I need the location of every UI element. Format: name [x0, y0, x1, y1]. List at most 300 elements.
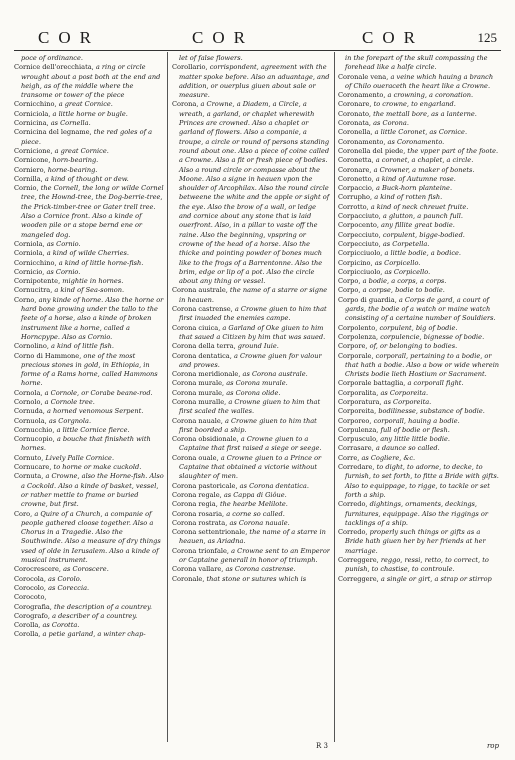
entry-headword: Corporeo,	[338, 416, 372, 425]
dictionary-entry	[338, 556, 500, 575]
entry-definition: as Coroscere.	[63, 565, 109, 574]
dictionary-entry	[338, 231, 500, 240]
entry-definition: as Corpicello.	[384, 267, 431, 276]
entry-headword: Corrupho,	[338, 193, 373, 202]
entry-definition: a little bodie, a bodice.	[384, 249, 462, 258]
dictionary-entry	[172, 100, 330, 286]
dictionary-entry	[172, 389, 330, 398]
entry-definition: as Cornio.	[46, 239, 81, 248]
dictionary-entry	[338, 417, 500, 426]
entry-headword: Coronella,	[338, 128, 373, 137]
dictionary-entry	[338, 54, 500, 73]
entry-definition: any kinde of horne. Also the horne or hard bone growing under the tallo to the feete of a horse, also a kinde of broken instrument like a horne, called a Horncpype. Also as Cornio.	[21, 295, 164, 341]
entry-headword: Corno,	[14, 295, 37, 304]
entry-definition: a great Cornice.	[58, 100, 113, 109]
entry-definition: as Corporeita.	[383, 397, 432, 406]
entry-headword: Corona rosaria,	[172, 509, 225, 518]
dictionary-entry	[14, 621, 164, 630]
entry-headword: Corre,	[338, 453, 360, 462]
dictionary-entry	[14, 110, 164, 119]
dictionary-entry	[338, 184, 500, 193]
dictionary-entry	[14, 342, 164, 351]
entry-definition: a daunce so called.	[375, 444, 440, 453]
entry-headword: Corona,	[172, 100, 199, 109]
entry-definition: the Cornell, the long or wilde Cornel tree, the Hownd-tree, the Dog-berrie-tree, the Prick-timber-tree or Gater trell tree. Also a Cornice front. Also a kinde of wooden pile or a stope bernd ene or mangeled dog.	[21, 184, 164, 239]
entry-definition: the red goles of a piece.	[21, 128, 153, 146]
entry-headword: Corolla,	[14, 621, 41, 630]
entry-headword: Corocolo,	[14, 583, 46, 592]
column-2	[172, 54, 330, 744]
dictionary-entry	[14, 417, 164, 426]
dictionary-entry	[172, 547, 330, 566]
entry-headword: Coronamento,	[338, 91, 386, 100]
entry-definition: bodilinesse, substance of bodie.	[378, 407, 485, 416]
entry-headword: Cornicchino,	[14, 100, 57, 109]
entry-headword: Corona regale,	[172, 490, 222, 499]
headword-left: COR	[38, 28, 100, 47]
dictionary-entry	[338, 575, 500, 584]
entry-definition: reggo, ressi, retto, to correct, to punish, to chastise, to controule.	[345, 556, 489, 574]
dictionary-entry	[14, 407, 164, 416]
dictionary-entry	[338, 91, 500, 100]
column-3	[338, 54, 500, 744]
entry-headword: Cornilla,	[14, 174, 43, 183]
entry-headword: Cornuola,	[14, 416, 47, 425]
entry-headword: Corredo,	[338, 500, 368, 509]
entry-definition: a Crowne sent to an Emperor or Captaine generall in honor of triumph.	[179, 546, 330, 565]
dictionary-entry	[338, 296, 500, 324]
entry-headword: Corpicciuolo,	[338, 249, 383, 258]
entry-definition: a great Cornice.	[54, 146, 109, 155]
entry-headword: Corredo,	[338, 528, 368, 537]
dictionary-entry	[338, 435, 500, 444]
entry-headword: Corona pastoricale,	[172, 481, 238, 490]
dictionary-entry	[338, 407, 500, 416]
dictionary-entry	[14, 454, 164, 463]
dictionary-entry	[338, 324, 500, 333]
dictionary-entry	[14, 603, 164, 612]
dictionary-entry	[338, 212, 500, 221]
entry-definition: dightings, ornaments, deckings, furnitures, equippage. Also the riggings or tacklings of a ship.	[345, 500, 488, 527]
entry-definition: as Corpetella.	[382, 239, 430, 248]
dictionary-entry	[14, 398, 164, 407]
entry-definition: a horned venomous Serpent.	[47, 407, 144, 416]
entry-definition: a little horne or bugle.	[52, 109, 128, 118]
dictionary-entry	[14, 296, 164, 342]
entry-definition: the vpper part of the foote.	[407, 146, 499, 155]
signature-mark: R 3	[316, 742, 328, 750]
dictionary-entry	[172, 286, 330, 305]
entry-definition: a describer of a countrey.	[52, 611, 138, 620]
entry-headword: Corno di Hammone,	[14, 351, 82, 360]
column-divider	[167, 52, 168, 742]
dictionary-entry	[14, 277, 164, 286]
dictionary-entry	[172, 398, 330, 417]
entry-headword: Coronale,	[172, 574, 205, 583]
entry-definition: a Crowne giuen to a Prince or Captaine that obtained a victorie without slaughter of men.	[179, 453, 322, 481]
entry-headword: Corona obsidionale,	[172, 435, 239, 444]
entry-headword: Corrotto,	[338, 202, 369, 211]
dictionary-entry	[338, 463, 500, 500]
entry-definition: one of the most precious stones in gold, in Ethiopia, in forme of a Rams horne, called Hammons horne.	[21, 351, 158, 388]
entry-definition: a single or girt, a strap or stirrop	[380, 574, 492, 583]
entry-definition: mightie in hornes.	[62, 277, 124, 286]
entry-headword: Corona regia,	[172, 500, 218, 509]
entry-headword: Corona ouale,	[172, 453, 219, 462]
entry-definition: Lively Palle Cornice.	[45, 453, 115, 462]
entry-headword: Cornice dell'orecchiata,	[14, 63, 94, 72]
page-footer	[0, 742, 515, 756]
entry-headword: Cornucare,	[14, 463, 52, 472]
entry-headword: Cornuda,	[14, 407, 45, 416]
entry-definition: properly such things or gifts as a Bride hath giuen her by her friends at her marriage.	[345, 528, 486, 555]
entry-headword: Coronetta,	[338, 156, 374, 165]
dictionary-entry	[338, 342, 500, 351]
entry-headword: Corona meridionale,	[172, 370, 241, 379]
entry-definition: as Corolo.	[48, 574, 82, 583]
dictionary-entry	[338, 128, 500, 137]
entry-definition: as Cogliere, &c.	[361, 453, 416, 462]
entry-definition: a Quire of a Church, a companie of people gathered cloose together. Also a Chorus in a Tragedie. Also the Southwinde. Also a measure of dry things vsed of olde in Ierusalem. Also a kinde of musical instrument.	[21, 509, 161, 565]
entry-definition: a kind of wilde Cherries.	[46, 249, 130, 258]
dictionary-entry	[338, 500, 500, 528]
dictionary-entry	[14, 240, 164, 249]
entry-definition: any little little bodie.	[380, 435, 451, 444]
dictionary-entry	[172, 352, 330, 371]
entry-headword: Cornio,	[14, 184, 39, 193]
entry-definition: as Corotta.	[42, 621, 80, 630]
entry-headword: Corniola,	[14, 239, 45, 248]
entry-definition: a little Cornice fierce.	[56, 425, 130, 434]
dictionary-entry	[14, 119, 164, 128]
entry-headword: Cornola,	[14, 388, 43, 397]
entry-headword: Coronato,	[338, 109, 372, 118]
dictionary-entry	[14, 156, 164, 165]
entry-definition: as Corona olide.	[226, 388, 281, 397]
entry-definition: the name of a starre or signe in heauen.	[179, 286, 328, 304]
dictionary-entry	[172, 500, 330, 509]
entry-headword: Corporatura,	[338, 397, 382, 406]
entry-headword: Cornolo,	[14, 397, 43, 406]
catchword: rop	[486, 742, 499, 750]
entry-headword: Cornucchio,	[14, 425, 55, 434]
entry-definition: a crowning, a coronation.	[387, 91, 474, 100]
entry-definition: as Cappa di Giôue.	[223, 490, 287, 499]
dictionary-entry	[172, 491, 330, 500]
dictionary-entry	[172, 54, 330, 63]
entry-definition: a corpse, bodie to bodie.	[362, 286, 445, 295]
dictionary-entry	[14, 630, 164, 639]
entry-headword: Corona settentrionale,	[172, 528, 248, 537]
entry-definition: a petie garland, a winter chap-	[42, 630, 146, 639]
entry-headword: Corona rostrata,	[172, 518, 228, 527]
entry-definition: to dight, to adorne, to decke, to furnish, to set forth, to fitte a Bride with gifts. Also to equippage, to rigge, to tackle or set forth a ship.	[345, 463, 499, 499]
entry-headword: Coronella del piede,	[338, 146, 406, 155]
column-divider	[334, 52, 335, 742]
entry-definition: a Crowne giuen to him that first boorded a ship.	[179, 416, 317, 434]
dictionary-entry	[338, 444, 500, 453]
entry-definition: a Crowne giuen for valour and prowes.	[179, 351, 322, 369]
entry-headword: Corocoto,	[14, 593, 47, 602]
dictionary-entry	[14, 575, 164, 584]
dictionary-entry	[14, 63, 164, 100]
entry-definition: a kind of Autumne rose.	[375, 174, 456, 183]
entry-headword: Corpecciuto,	[338, 239, 381, 248]
dictionary-entry	[338, 193, 500, 202]
entry-headword: Corografo,	[14, 611, 50, 620]
dictionary-entry	[338, 389, 500, 398]
dictionary-entry	[172, 519, 330, 528]
entry-definition: a corne so called.	[226, 509, 285, 518]
entry-headword: Corpulenza,	[338, 425, 379, 434]
entry-headword: Corona murale,	[172, 388, 225, 397]
entry-definition: as Corona murale.	[226, 379, 288, 388]
dictionary-entry	[14, 389, 164, 398]
dictionary-entry	[14, 565, 164, 574]
dictionary-entry	[14, 175, 164, 184]
entry-headword: Corona trionfale,	[172, 546, 230, 555]
entry-headword: Coronamento,	[338, 137, 386, 146]
entry-definition: let of false flowers.	[179, 54, 243, 62]
entry-headword: Cornicchino,	[14, 258, 57, 267]
dictionary-entry	[172, 342, 330, 351]
entry-headword: Corpolenza,	[338, 332, 379, 341]
dictionary-entry	[338, 268, 500, 277]
entry-definition: as Coreccia.	[48, 583, 90, 592]
dictionary-entry	[172, 510, 330, 519]
entry-definition: as Corgnola.	[48, 416, 92, 425]
entry-headword: Corona nauale,	[172, 416, 223, 425]
dictionary-entry	[338, 352, 500, 380]
dictionary-entry	[14, 286, 164, 295]
dictionary-entry	[338, 379, 500, 388]
entry-definition: corpulent, big of bodie.	[379, 323, 458, 332]
dictionary-entry	[338, 175, 500, 184]
entry-definition: as Corpicello.	[374, 258, 421, 267]
dictionary-entry	[14, 166, 164, 175]
entry-definition: corpulent, bigge-bodied.	[382, 230, 465, 239]
entry-definition: a kind of thought or dew.	[44, 174, 129, 183]
dictionary-entry	[338, 249, 500, 258]
entry-definition: ground Iuie.	[237, 342, 279, 351]
dictionary-entry	[338, 119, 500, 128]
entry-headword: Corona castrense,	[172, 305, 233, 314]
dictionary-entry	[172, 528, 330, 547]
entry-definition: as Corona dentatica.	[239, 481, 309, 490]
entry-headword: Corona della terra,	[172, 342, 236, 351]
dictionary-entry	[172, 370, 330, 379]
entry-definition: a Crowne, also the Horne-fish. Also a Cockold. Also a kinde of basket, vessel, or rather mettle to frame or buried crowne, but first.	[21, 472, 164, 509]
dictionary-entry	[14, 54, 164, 63]
dictionary-entry	[14, 510, 164, 566]
dictionary-entry	[172, 454, 330, 482]
entry-definition: a kind of little horne-fish.	[58, 258, 144, 267]
header-rule	[14, 50, 501, 51]
entry-headword: Corredare,	[338, 463, 375, 472]
dictionary-entry	[14, 584, 164, 593]
entry-definition: as Corona australe.	[242, 370, 308, 379]
entry-headword: Corona ciuica,	[172, 323, 221, 332]
entry-headword: Coronale vena,	[338, 72, 389, 81]
entry-definition: the name of a starre in heauen, as Ariadna.	[179, 528, 326, 546]
headword-center: COR	[192, 28, 254, 47]
entry-headword: Corocola,	[14, 574, 46, 583]
entry-headword: Coronare,	[338, 100, 372, 109]
entry-headword: Corona dentatica,	[172, 351, 232, 360]
dictionary-entry	[14, 593, 164, 602]
entry-headword: Corpo di guardia,	[338, 295, 397, 304]
entry-headword: Correggere,	[338, 574, 379, 583]
entry-definition: a Crowne giuen to him that first inuaded the enemies campe.	[179, 305, 327, 323]
entry-headword: Corniero,	[14, 165, 46, 174]
entry-definition: a bodie, a corps, a corps.	[362, 277, 447, 286]
entry-definition: corrispondent, agreement with the matter spoke before. Also an aduantage, and addition, or ouerplus giuen about sale or measure.	[179, 63, 330, 100]
entry-headword: Corpolento,	[338, 323, 378, 332]
entry-definition: that stone or sutures which is	[206, 574, 307, 583]
column-1	[14, 54, 164, 744]
entry-definition: a kind of little fish.	[51, 342, 114, 351]
entry-headword: Corona muralle,	[172, 397, 227, 406]
dictionary-entry	[172, 305, 330, 324]
entry-headword: Cornicina del legname,	[14, 128, 92, 137]
entry-definition: as Corona castrense.	[225, 565, 296, 574]
entry-headword: Corpusculo,	[338, 435, 379, 444]
entry-definition: a Crowne, a Diadem, a Circle, a wreath, a garland, or chaplet wherewith Princes are crowned. Also a chaplet or garland of flowers. Also a companie, a troupe, a circle or round of persons standing round about one. Also a piece of coine called a Crowne. Also a fit or fresh piece of bodies. Also a round circle or compasse about the Moone. Also a signe in heauen vpon the shoulder of Arcophilax. Also the round circle betweene the white and the apple or sight of the eye. Also the brow of a wall, or ledge and cornice about any stone that is laid ouerfront. Also, in a pillar to vaste off the raine. Also the beginning, vpspring or crowne of the head of a horse. Also the thicke and pointing powder of bones much like to the frogs of a Barrentonne. Also the brim, edge or lip of a pot. Also the circle about any thing or vessel.	[179, 100, 330, 286]
entry-headword: Coronare,	[338, 165, 372, 174]
dictionary-entry	[338, 156, 500, 165]
entry-headword: Corporalita,	[338, 388, 379, 397]
entry-definition: a coronet, a chaplet, a circle.	[375, 156, 474, 165]
entry-definition: as Corona nauale.	[229, 518, 290, 527]
entry-headword: Corniciola,	[14, 109, 51, 118]
entry-definition: a kind of neck chreuet fruite.	[370, 202, 469, 211]
entry-headword: Corporeita,	[338, 407, 377, 416]
entry-definition: corporall, pertaining to a bodie, or that hath a bodie. Also a bow or wide wherein Christs bodie lieth Hostium or Sacrament.	[345, 351, 500, 379]
entry-definition: poce of ordinance.	[21, 54, 83, 62]
entry-definition: in the forepart of the skull compassing the forehead like a halfe circle.	[345, 54, 488, 72]
dictionary-entry	[338, 426, 500, 435]
dictionary-entry	[14, 463, 164, 472]
dictionary-entry	[14, 259, 164, 268]
entry-definition: a little Coronet, as Cornice.	[374, 128, 468, 137]
entry-definition: a Cornole tree.	[44, 397, 95, 406]
dictionary-entry	[14, 352, 164, 389]
entry-headword: Cornicone,	[14, 156, 51, 165]
entry-definition: as Cornio.	[46, 267, 81, 276]
dictionary-entry	[338, 203, 500, 212]
entry-headword: Corpacciuto,	[338, 212, 381, 221]
entry-headword: Corona murale,	[172, 379, 225, 388]
entry-headword: Cornipotente,	[14, 277, 61, 286]
dictionary-entry	[338, 528, 500, 556]
dictionary-entry	[14, 100, 164, 109]
entry-headword: Corpo,	[338, 277, 361, 286]
dictionary-entry	[338, 138, 500, 147]
entry-definition: full of bodie or flesh.	[380, 425, 450, 434]
dictionary-entry	[14, 249, 164, 258]
entry-headword: Corpaccio,	[338, 184, 374, 193]
dictionary-entry	[14, 435, 164, 454]
dictionary-entry	[338, 221, 500, 230]
entry-headword: Corporale,	[338, 351, 374, 360]
entry-definition: as Corona.	[373, 119, 409, 128]
dictionary-entry	[338, 240, 500, 249]
entry-definition: to crowne, to engarland.	[373, 100, 456, 109]
entry-definition: horne-bearing.	[47, 165, 98, 174]
dictionary-entry	[172, 575, 330, 584]
entry-headword: Corollario,	[172, 63, 208, 72]
dictionary-entry	[172, 417, 330, 436]
dictionary-entry	[14, 147, 164, 156]
entry-definition: the description of a countrey.	[53, 602, 152, 611]
dictionary-entry	[338, 333, 500, 342]
dictionary-entry	[338, 277, 500, 286]
entry-definition: a kind of rotten fish.	[374, 193, 443, 202]
entry-definition: horn-bearing.	[52, 156, 99, 165]
entry-definition: a corporall fight.	[407, 379, 464, 388]
dictionary-entry	[172, 482, 330, 491]
entry-definition: a glutton, a paunch full.	[382, 212, 463, 221]
entry-definition: to horne or make cuckold.	[53, 463, 142, 472]
dictionary-entry	[14, 184, 164, 240]
entry-headword: Corocrescere,	[14, 565, 62, 574]
entry-headword: Corpicciuolo,	[338, 267, 383, 276]
entry-headword: Corpicino,	[338, 258, 373, 267]
dictionary-entry	[338, 398, 500, 407]
entry-definition: the hearbe Melilote.	[219, 500, 288, 509]
dictionary-entry	[172, 324, 330, 343]
entry-headword: Corpocento,	[338, 221, 379, 230]
entry-definition: corpulencie, bignesse of bodie.	[380, 332, 485, 341]
entry-headword: Correggere,	[338, 556, 379, 565]
entry-headword: Cornicione,	[14, 146, 53, 155]
entry-definition: a ring or circle wrought about a post both at the end and heigh, as of the middle where the transome or tower of the piece	[21, 63, 161, 100]
entry-headword: Corografia,	[14, 602, 52, 611]
entry-definition: any fillite great bodie.	[381, 221, 455, 230]
dictionary-entry	[14, 426, 164, 435]
entry-definition: a Cornole, or Corabe beane-rod.	[44, 388, 153, 397]
headword-right: COR	[362, 28, 424, 47]
dictionary-entry	[338, 166, 500, 175]
entry-definition: a Crowner, a maker of bonets.	[373, 165, 475, 174]
dictionary-entry	[172, 379, 330, 388]
entry-headword: Cornucitra,	[14, 286, 53, 295]
entry-headword: Cornolino,	[14, 342, 49, 351]
dictionary-entry	[338, 73, 500, 92]
entry-headword: Corona vallare,	[172, 565, 224, 574]
entry-definition: of, or belonging to bodies.	[369, 342, 458, 351]
entry-definition: the mettall bore, as a lanterne.	[373, 109, 477, 118]
dictionary-entry	[338, 454, 500, 463]
entry-headword: Corolla,	[14, 630, 41, 639]
dictionary-entry	[14, 612, 164, 621]
entry-headword: Corniola,	[14, 249, 45, 258]
entry-headword: Corona australe,	[172, 286, 228, 295]
entry-definition: a Buck-horn planteine.	[376, 184, 453, 193]
entry-definition: a veine which hauing a branch of Chilo oueraceth the heart like a Crowne.	[345, 72, 494, 90]
entry-definition: a Crowne giuen to him that first scaled the walles.	[179, 397, 321, 416]
entry-definition: as Corporeita.	[380, 388, 429, 397]
entry-headword: Coro,	[14, 509, 33, 518]
entry-definition: a Garland of Oke giuen to him that saued a Citizen by him that was saued.	[179, 323, 326, 341]
dictionary-entry	[172, 63, 330, 100]
entry-definition: a Corps de gard, a court of gards, the bodie of a watch or maine watch consisting of a certaine number of Souldiers.	[345, 295, 496, 323]
dictionary-entry	[338, 259, 500, 268]
entry-definition: a bouche that finisheth with hornes.	[21, 435, 151, 453]
dictionary-entry	[172, 565, 330, 574]
dictionary-entry	[14, 268, 164, 277]
dictionary-entry	[338, 286, 500, 295]
